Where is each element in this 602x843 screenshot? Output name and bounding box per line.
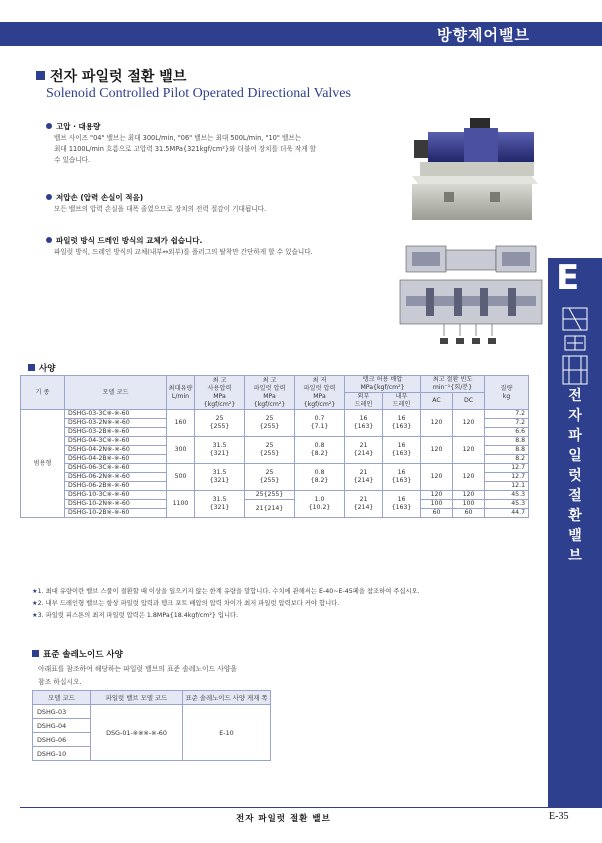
feature-title-text: 저압손 (압력 손실이 적음) bbox=[56, 193, 144, 202]
header-text: kg bbox=[502, 392, 511, 400]
cell-text: {255} bbox=[209, 423, 230, 430]
cell-dc: 60 bbox=[453, 509, 485, 518]
feature-body-2 bbox=[54, 204, 384, 215]
header-text: 질량 bbox=[500, 384, 513, 392]
cell-text: 1.0 bbox=[314, 496, 325, 503]
cell-min bbox=[295, 464, 345, 491]
cell-model: DSHG-10-3C※-※-60 bbox=[65, 491, 167, 500]
header-text: min⁻¹{회/분} bbox=[432, 384, 473, 391]
cell-text: 16 bbox=[397, 415, 406, 422]
cell-ac: 120 bbox=[421, 491, 453, 500]
cell-ext bbox=[345, 491, 383, 518]
header-ac: AC bbox=[421, 393, 453, 410]
header-max-pilot bbox=[245, 376, 295, 410]
table-row bbox=[21, 410, 529, 419]
spec-title-text: 사양 bbox=[39, 364, 56, 374]
header-max-flow bbox=[167, 376, 195, 410]
footer-title: 전자 파일럿 절환 밸브 bbox=[236, 814, 331, 824]
cell-dc: 120 bbox=[453, 437, 485, 464]
cell-text: {321} bbox=[209, 450, 230, 457]
side-tab-letter: E bbox=[556, 258, 580, 298]
cell-text: 21 bbox=[359, 442, 368, 449]
header-text: L/min bbox=[171, 392, 190, 400]
cell-mass: 44.7 bbox=[485, 509, 529, 518]
cell-text: 25 bbox=[265, 415, 274, 422]
note-text: 2. 내부 드레인형 밸브는 항상 파일럿 압력과 탱크 포트 배압의 압력 차이가 최저 파일럿 압력보다 커야 합니다. bbox=[37, 600, 340, 607]
solenoid-intro bbox=[38, 663, 237, 689]
bullet-icon bbox=[46, 123, 52, 129]
cell-mass: 6.6 bbox=[485, 428, 529, 437]
cell-ext bbox=[345, 410, 383, 437]
header-text: {kgf/cm²} bbox=[303, 400, 336, 408]
cell-mass: 45.3 bbox=[485, 491, 529, 500]
cell-flow: 300 bbox=[167, 437, 195, 464]
square-bullet-icon bbox=[28, 364, 35, 371]
cell-model: DSHG-04-2N※-※-60 bbox=[65, 446, 167, 455]
cell-min bbox=[295, 437, 345, 464]
header-text: 파일럿 압력 bbox=[253, 384, 286, 392]
cell-mass: 8.2 bbox=[485, 455, 529, 464]
header-text: 탱크 허용 배압 bbox=[362, 376, 403, 383]
cell-mass: 45.3 bbox=[485, 500, 529, 509]
cell-pilot: 25{255} bbox=[245, 491, 295, 500]
cell-text: 21 bbox=[359, 469, 368, 476]
table-row bbox=[21, 491, 529, 500]
cell-mass: 12.7 bbox=[485, 464, 529, 473]
cell-ac: 120 bbox=[421, 464, 453, 491]
spec-table bbox=[20, 375, 529, 518]
cell-mass: 12.1 bbox=[485, 482, 529, 491]
cell-page-ref: E-10 bbox=[183, 705, 271, 761]
header-text: 사용압력 bbox=[207, 384, 232, 392]
cell-model: DSHG-06 bbox=[33, 733, 91, 747]
cell-pilot bbox=[245, 410, 295, 437]
cell-text: 31.5 bbox=[212, 442, 227, 449]
cell-text: {8.2} bbox=[310, 477, 329, 484]
cell-mass: 7.2 bbox=[485, 410, 529, 419]
header-text: 드레인 bbox=[354, 401, 373, 408]
cell-text: {214} bbox=[353, 504, 374, 511]
cell-model: DSHG-10 bbox=[33, 747, 91, 761]
side-index-tab bbox=[548, 258, 602, 808]
cell-text: {10.2} bbox=[308, 504, 331, 511]
header-freq bbox=[421, 376, 485, 393]
cell-dc: 100 bbox=[453, 500, 485, 509]
header-text: 최대유량 bbox=[168, 384, 193, 392]
header-dc: DC bbox=[453, 393, 485, 410]
feature-line: 최대 1100L/min 흐름으로 고압력 31.5MPa{321kgf/cm²}와 더불어 장치를 더욱 작게 할 bbox=[54, 145, 317, 153]
valve-cross-section-diagram bbox=[396, 240, 546, 352]
cell-flow: 160 bbox=[167, 410, 195, 437]
cell-model: DSHG-04-2B※-※-60 bbox=[65, 455, 167, 464]
cell-ext bbox=[345, 437, 383, 464]
cell-text: {163} bbox=[391, 423, 412, 430]
note-text: 1. 최대 유량이란 밸브 스풀이 절환할 때 이상을 일으키지 않는 한계 유량을 말합니다. 수치에 관해서는 E-40~E-45페을 참조하여 주십시오. bbox=[37, 588, 420, 595]
header-internal-drain bbox=[383, 393, 421, 410]
cell-text: 16 bbox=[359, 415, 368, 422]
cell-model: DSHG-04 bbox=[33, 719, 91, 733]
header-model: 모델 코드 bbox=[65, 376, 167, 410]
top-banner bbox=[0, 22, 602, 46]
cell-text: {7.1} bbox=[310, 423, 329, 430]
cell-min bbox=[295, 491, 345, 518]
cell-model: DSHG-04-3C※-※-60 bbox=[65, 437, 167, 446]
cell-op bbox=[195, 491, 245, 518]
cell-dc: 120 bbox=[453, 410, 485, 437]
spec-note-1 bbox=[32, 586, 420, 595]
spec-note-3 bbox=[32, 610, 238, 619]
cell-text: 25 bbox=[265, 469, 274, 476]
cell-text: 16 bbox=[397, 496, 406, 503]
header-text: MPa{kgf/cm²} bbox=[360, 384, 405, 391]
header-text: MPa bbox=[313, 392, 326, 400]
header-model-code: 모델 코드 bbox=[33, 691, 91, 705]
cell-text: 25 bbox=[265, 442, 274, 449]
cell-model: DSHG-06-3C※-※-60 bbox=[65, 464, 167, 473]
cell-text: 16 bbox=[397, 469, 406, 476]
header-external-drain bbox=[345, 393, 383, 410]
cell-text: {255} bbox=[259, 450, 280, 457]
header-text: 파일럿 압력 bbox=[303, 384, 336, 392]
feature-line: 모든 밸브의 압력 손실을 대폭 줄였으므로 장치의 전력 절감이 기대됩니다. bbox=[54, 205, 267, 213]
solenoid-table bbox=[32, 690, 271, 761]
cell-int bbox=[383, 410, 421, 437]
cell-text: {163} bbox=[391, 477, 412, 484]
square-bullet-icon bbox=[32, 650, 39, 657]
intro-line: 참조 하십시오. bbox=[38, 678, 82, 686]
feature-title-text: 파일럿 방식 드레인 방식의 교체가 쉽습니다. bbox=[56, 236, 203, 245]
header-page-ref: 표준 솔레노이드 사양 게재 쪽 bbox=[183, 691, 271, 705]
cell-text: {214} bbox=[353, 477, 374, 484]
feature-line: 파일럿 방식, 드레인 방식의 교체(내부↔외부)를 플러그의 탈착만 간단하게 할 수 있습니다. bbox=[54, 248, 313, 256]
header-text: 최 저 bbox=[312, 376, 327, 384]
cell-text: {321} bbox=[209, 477, 230, 484]
cell-op bbox=[195, 464, 245, 491]
feature-title-1 bbox=[46, 121, 100, 132]
table-row bbox=[21, 464, 529, 473]
header-text: 최고 절환 빈도 bbox=[432, 376, 473, 383]
cell-min bbox=[295, 410, 345, 437]
cell-int bbox=[383, 491, 421, 518]
spec-section-title bbox=[28, 362, 55, 374]
solenoid-section-title bbox=[32, 648, 123, 660]
spec-header-row bbox=[21, 376, 529, 393]
feature-line: 밸브 사이즈 "04" 밸브는 최대 300L/min, "06" 밸브는 최대 500L/min, "10" 밸브는 bbox=[54, 134, 302, 142]
cell-flow: 500 bbox=[167, 464, 195, 491]
header-text: {kgf/cm²} bbox=[203, 400, 236, 408]
header-text: MPa bbox=[213, 392, 226, 400]
cell-text: {8.2} bbox=[310, 450, 329, 457]
footer-divider bbox=[20, 807, 548, 808]
header-text: 내부 bbox=[395, 393, 408, 400]
square-bullet-icon bbox=[36, 71, 45, 80]
cell-model: DSHG-10-2B※-※-60 bbox=[65, 509, 167, 518]
cell-text: {255} bbox=[259, 477, 280, 484]
table-row bbox=[21, 500, 529, 509]
side-tab-text: 전자파일럿절환밸브 bbox=[568, 388, 582, 564]
cell-pilot: 21{214} bbox=[245, 500, 295, 518]
bullet-icon bbox=[46, 194, 52, 200]
star-icon: ★ bbox=[32, 588, 38, 595]
cell-op bbox=[195, 437, 245, 464]
header-text: {kgf/cm²} bbox=[253, 400, 286, 408]
intro-line: 아래표를 참조하여 해당하는 파일럿 밸브의 표준 솔레노이드 사양을 bbox=[38, 665, 237, 673]
header-min-pilot bbox=[295, 376, 345, 410]
cell-dc: 120 bbox=[453, 464, 485, 491]
cell-flow: 1100 bbox=[167, 491, 195, 518]
cell-ac: 60 bbox=[421, 509, 453, 518]
section-heading-en: Solenoid Controlled Pilot Operated Directional Valves bbox=[46, 86, 351, 101]
header-mass bbox=[485, 376, 529, 410]
table-row bbox=[21, 437, 529, 446]
cell-text: 0.7 bbox=[314, 415, 325, 422]
cell-text: 16 bbox=[397, 442, 406, 449]
cell-mass: 7.2 bbox=[485, 419, 529, 428]
header-text: 최 고 bbox=[212, 376, 227, 384]
cell-text: 0.8 bbox=[314, 469, 325, 476]
cell-model: DSHG-06-2N※-※-60 bbox=[65, 473, 167, 482]
cell-text: 31.5 bbox=[212, 496, 227, 503]
header-text: 최 고 bbox=[262, 376, 277, 384]
cell-op bbox=[195, 410, 245, 437]
cell-text: 25 bbox=[215, 415, 224, 422]
cell-pilot bbox=[245, 464, 295, 491]
cell-text: {214} bbox=[353, 450, 374, 457]
spec-note-2 bbox=[32, 598, 339, 607]
cell-model: DSHG-03-2B※-※-60 bbox=[65, 428, 167, 437]
cell-type: 범용형 bbox=[21, 410, 65, 518]
star-icon: ★ bbox=[32, 612, 38, 619]
cell-text: 21 bbox=[359, 496, 368, 503]
header-tank bbox=[345, 376, 421, 393]
feature-body-3 bbox=[54, 247, 384, 258]
header-max-op bbox=[195, 376, 245, 410]
header-pilot-code: 파일럿 밸브 모델 코드 bbox=[91, 691, 183, 705]
header-text: 외부 bbox=[357, 393, 370, 400]
cell-ac: 120 bbox=[421, 410, 453, 437]
header-text: 드레인 bbox=[392, 401, 411, 408]
feature-title-2 bbox=[46, 192, 143, 203]
feature-body-1 bbox=[54, 133, 384, 166]
feature-line: 수 있습니다. bbox=[54, 156, 91, 164]
cell-model: DSHG-03-3C※-※-60 bbox=[65, 410, 167, 419]
star-icon: ★ bbox=[32, 600, 38, 607]
cell-dc: 120 bbox=[453, 491, 485, 500]
cell-ac: 100 bbox=[421, 500, 453, 509]
cell-text: {321} bbox=[209, 504, 230, 511]
cell-text: 31.5 bbox=[212, 469, 227, 476]
feature-title-3 bbox=[46, 235, 202, 246]
section-heading-ko bbox=[36, 66, 186, 86]
page-number: E-35 bbox=[549, 811, 569, 822]
cell-mass: 12.7 bbox=[485, 473, 529, 482]
heading-ko-text: 전자 파일럿 절환 밸브 bbox=[50, 69, 187, 85]
header-text: MPa bbox=[263, 392, 276, 400]
cell-text: {163} bbox=[391, 450, 412, 457]
note-text: 3. 파일럿 피스톤의 최저 파일럿 압력은 1.8MPa{18.4kgf/cm²} 입니다. bbox=[37, 612, 239, 619]
cell-text: {163} bbox=[391, 504, 412, 511]
bullet-icon bbox=[46, 237, 52, 243]
cell-int bbox=[383, 437, 421, 464]
table-row bbox=[33, 705, 271, 719]
valve-photo-image bbox=[404, 110, 540, 230]
cell-model: DSHG-03-2N※-※-60 bbox=[65, 419, 167, 428]
feature-title-text: 고압 · 대용량 bbox=[56, 122, 101, 131]
cell-text: {163} bbox=[353, 423, 374, 430]
cell-text: 0.8 bbox=[314, 442, 325, 449]
cell-model: DSHG-06-2B※-※-60 bbox=[65, 482, 167, 491]
solenoid-header-row bbox=[33, 691, 271, 705]
cell-mass: 8.8 bbox=[485, 446, 529, 455]
cell-mass: 8.8 bbox=[485, 437, 529, 446]
header-type: 기 종 bbox=[21, 376, 65, 410]
cell-ext bbox=[345, 464, 383, 491]
cell-model: DSHG-10-2N※-※-60 bbox=[65, 500, 167, 509]
cell-int bbox=[383, 464, 421, 491]
cell-pilot bbox=[245, 437, 295, 464]
solenoid-title-text: 표준 솔레노이드 사양 bbox=[43, 650, 123, 660]
banner-title: 방향제어밸브 bbox=[437, 26, 530, 44]
cell-text: {255} bbox=[259, 423, 280, 430]
cell-pilot-code: DSG-01-※※※-※-60 bbox=[91, 705, 183, 761]
cell-model: DSHG-03 bbox=[33, 705, 91, 719]
cell-ac: 120 bbox=[421, 437, 453, 464]
